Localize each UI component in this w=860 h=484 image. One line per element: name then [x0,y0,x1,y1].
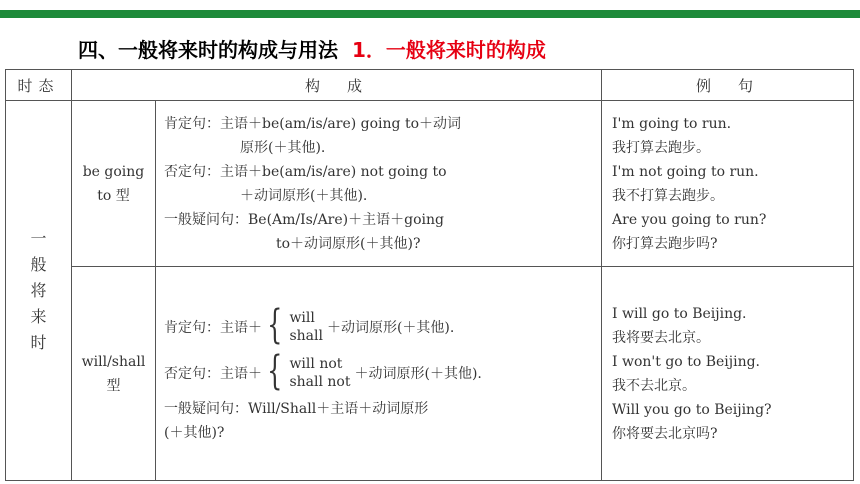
rule-prefix: 否定句：主语＋ [164,365,262,382]
example-sentence: I won't go to Beijing. [612,353,760,370]
affirmative-rule [164,301,593,349]
table-header-row [6,70,854,101]
type-label: will/shall [81,353,146,370]
header-examples: 例 句 [602,70,854,101]
modal-option: shall [289,327,323,344]
type-cell-going-to [72,101,156,267]
modal-options [289,355,350,391]
table-row [6,101,854,267]
rule-suffix: ＋动词原形(＋其他). [326,319,455,336]
table-row [6,267,854,481]
question-rule: 一般疑问句：Will/Shall＋主语＋动词原形 [164,400,429,417]
negative-rule-cont: ＋动词原形(＋其他). [240,187,368,204]
question-rule-cont: (＋其他)? [164,424,225,441]
modal-options [289,309,323,345]
example-translation: 我将要去北京。 [612,329,711,346]
page-heading [78,36,546,64]
type-label: 型 [106,377,121,394]
example-sentence: Are you going to run? [612,211,767,228]
type-cell-will-shall [72,267,156,481]
examples-cell [602,101,854,267]
affirmative-rule-cont: 原形(＋其他). [240,139,326,156]
grammar-table [5,69,854,481]
composition-cell [156,101,602,267]
negative-rule [164,347,593,395]
modal-option: will not [289,355,343,372]
question-rule: 一般疑问句：Be(Am/Is/Are)＋主语＋going [164,211,444,228]
affirmative-rule: 肯定句：主语＋be(am/is/are) going to＋动词 [164,115,462,132]
example-sentence: I will go to Beijing. [612,305,747,322]
question-rule-cont: to＋动词原形(＋其他)? [276,235,421,252]
example-sentence: Will you go to Beijing? [612,401,772,418]
brace-glyph: { [267,347,283,394]
type-label: to 型 [97,187,130,204]
tense-cell [6,101,72,481]
example-sentence: I'm going to run. [612,115,732,132]
section-title: 四、一般将来时的构成与用法 [78,38,338,62]
example-sentence: I'm not going to run. [612,163,759,180]
example-translation: 你将要去北京吗? [612,425,718,442]
example-translation: 你打算去跑步吗? [612,235,718,252]
rule-suffix: ＋动词原形(＋其他). [354,365,482,382]
composition-cell [156,267,602,481]
subsection-title: 1．一般将来时的构成 [352,38,546,62]
top-accent-bar [0,10,860,18]
brace-glyph: { [267,301,283,348]
type-label: be going [82,163,145,180]
header-tense: 时态 [6,70,72,101]
example-translation: 我不去北京。 [612,377,697,394]
tense-label: 一般将来时 [30,228,47,352]
modal-option: shall not [289,373,351,390]
modal-option: will [289,309,315,326]
rule-prefix: 肯定句：主语＋ [164,319,262,336]
header-composition: 构 成 [72,70,602,101]
examples-cell [602,267,854,481]
example-translation: 我打算去跑步。 [612,139,711,156]
example-translation: 我不打算去跑步。 [612,187,725,204]
negative-rule: 否定句：主语＋be(am/is/are) not going to [164,163,447,180]
